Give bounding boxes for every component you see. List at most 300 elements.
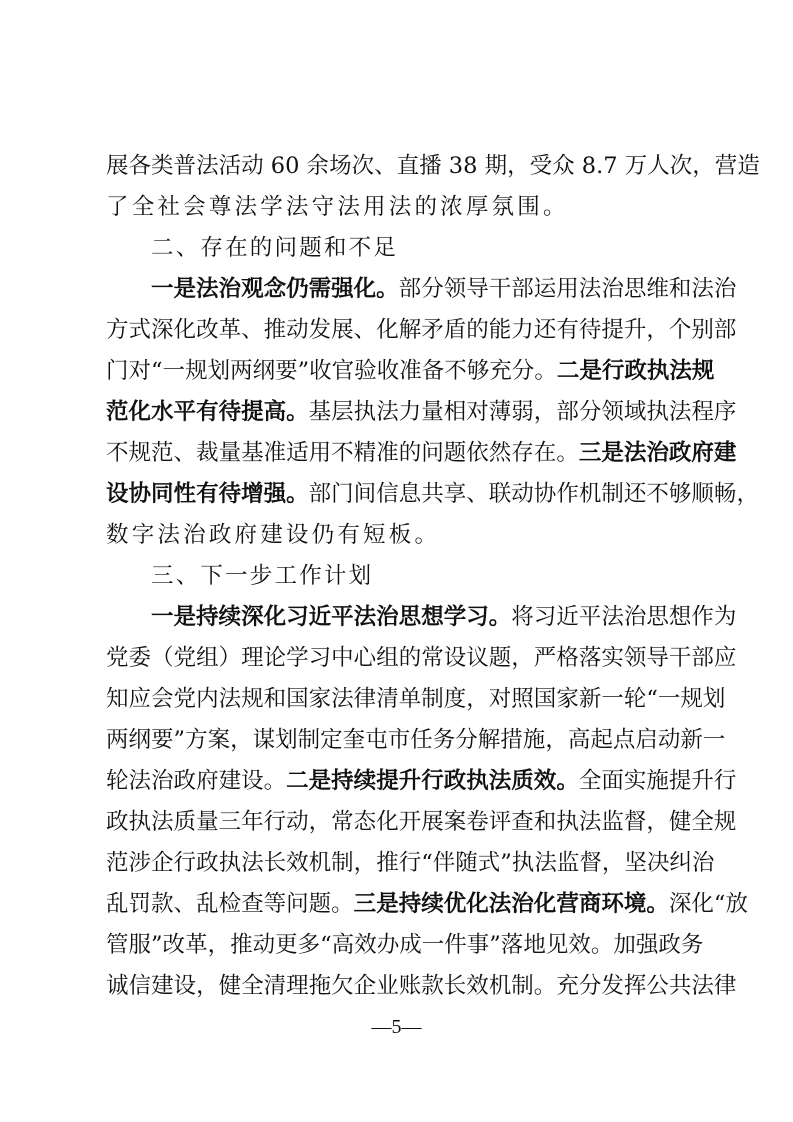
text-char: 有 [556,317,579,343]
text-char: 精 [353,440,377,466]
text-char: 矛 [421,317,444,343]
bold-phrase-char: 行 [601,358,625,384]
text-char: 政 [196,850,219,876]
text-char: 健 [668,809,692,835]
bold-phrase-char: 执 [466,768,489,794]
text-char: 制 [511,973,534,999]
text-char: 定 [320,727,343,753]
text-char: 裁 [196,440,219,466]
text-char: 程 [691,399,714,425]
bold-phrase-char: 治 [218,276,242,302]
bold-phrase-char: 化 [353,276,377,302]
text-char: 制 [297,727,321,753]
text-char: 领 [601,399,624,425]
text-char: 点 [612,727,636,753]
text-char: 件 [444,932,467,958]
bold-phrase-char: 二 [556,358,580,384]
text-char: 案 [443,809,467,835]
text-char: 人 [647,153,670,179]
text-char: 设 [173,973,197,999]
text-char: 围 [517,194,540,220]
text-line [106,187,690,228]
text-char: 施 [646,768,669,794]
text-char: 务 [432,727,456,753]
text-char: 方 [106,317,129,343]
bold-phrase-char: 平 [331,604,354,630]
text-char: 充 [556,973,579,999]
bold-phrase-char: 是 [601,440,624,466]
text-char: 相 [443,399,467,425]
text-char: 深 [668,891,692,917]
text-char: 机 [578,481,602,507]
bold-phrase-char: 水 [151,399,174,425]
text-char: 强 [635,932,659,958]
text-char: 高 [331,932,355,958]
bold-phrase-char: 念 [263,276,287,302]
text-char: “ [151,358,163,384]
text-char: 作 [556,481,579,507]
text-char: 效 [354,932,377,958]
text-char: 社 [157,194,180,220]
bold-phrase-char: 协 [128,481,152,507]
text-char: 作 [691,604,714,630]
text-char: 两 [106,727,129,753]
text-char: 全 [691,809,714,835]
text-char: 清 [376,686,399,712]
text-char: 一 [601,686,624,712]
text-char: 提 [668,768,692,794]
text-char: 挥 [623,973,647,999]
text-char: 还 [533,317,557,343]
text-line [106,146,760,187]
text-char: 问 [421,440,444,466]
text-char: 对 [488,686,512,712]
text-char: 。 [556,440,579,466]
text-char: 组 [376,645,399,671]
text-line [106,720,726,761]
text-char: 期 [484,153,508,179]
bold-phrase-char: 。 [286,399,309,425]
text-char: 间 [353,481,377,507]
text-char: 共 [421,481,444,507]
bold-phrase-char: 化 [128,399,152,425]
text-char: 共 [668,973,692,999]
text-char: 治 [183,522,206,548]
text-char: 门 [331,481,354,507]
text-char: 业 [376,973,399,999]
text-char: 领 [443,276,467,302]
text-char: 评 [488,809,512,835]
text-char: 盾 [443,317,467,343]
text-char: 题 [488,645,512,671]
text-char: 党 [173,645,197,671]
bold-phrase-char: 提 [241,399,264,425]
text-char: 纠 [669,850,692,876]
text-char: 督 [623,809,647,835]
bold-phrase-char: 续 [421,891,444,917]
text-char: 部 [556,399,579,425]
bold-phrase-char: 。 [286,481,309,507]
text-char: 理 [286,973,309,999]
text-char: ， [692,153,715,179]
text-char: 效 [286,850,309,876]
text-char: 机 [308,850,332,876]
text-char: 应 [713,645,737,671]
text-char: 政 [658,932,681,958]
text-char: 学 [260,194,283,220]
text-char: 法 [337,194,360,220]
text-char: 法 [218,686,242,712]
text-char: 常 [421,645,444,671]
text-char: 法 [578,809,602,835]
text-char: 内 [196,686,219,712]
text-char: 应 [128,686,152,712]
text-char: 落 [500,932,524,958]
text-char: 监 [556,850,580,876]
text-char: 余 [306,153,330,179]
text-char: 等 [263,891,287,917]
text-char: 纲 [128,727,152,753]
text-char: ， [196,973,219,999]
text-char: 制 [421,686,444,712]
text-char: 法 [691,276,714,302]
text-char: 规 [241,686,264,712]
text-char: 坚 [624,850,647,876]
text-char: 全 [131,194,155,220]
text-char: 乱 [106,891,129,917]
text-char: 改 [196,317,219,343]
text-char: 知 [106,686,129,712]
text-char: 然 [488,440,512,466]
text-char: 执 [511,850,535,876]
bold-phrase-char: 是 [579,358,602,384]
text-char: 习 [308,645,332,671]
text-char: 行 [173,850,197,876]
text-char: 准 [376,440,399,466]
text-char: 基 [241,440,264,466]
bold-phrase-char: 范 [106,399,129,425]
text-line [106,925,704,966]
text-char: 党 [106,645,129,671]
text-char: 组 [196,645,219,671]
text-char: 部 [713,317,737,343]
text-char: ， [646,317,669,343]
bold-phrase-char: 质 [511,768,534,794]
text-char: 法 [578,276,602,302]
text-char: 措 [500,727,523,753]
text-char: 心 [353,645,377,671]
text-char: 动 [241,153,264,179]
text-char: 划 [702,686,726,712]
text-char: 要 [275,358,298,384]
text-char: 不 [331,440,354,466]
text-char: 执 [646,399,669,425]
text-char: 息 [398,481,422,507]
text-char: 伴 [432,850,456,876]
text-char: 。 [263,768,287,794]
text-char: 信 [376,481,399,507]
text-char: 中 [331,645,354,671]
text-char: 依 [466,440,489,466]
text-char: 法 [376,399,399,425]
text-char: 万 [624,153,648,179]
text-char: 在 [533,440,557,466]
text-char: 想 [668,604,692,630]
bold-phrase-char: 是 [376,891,399,917]
text-char: 谋 [252,727,276,753]
bold-phrase-char: 法 [353,604,377,630]
bold-phrase-char: 。 [376,276,399,302]
text-char: 薄 [488,399,512,425]
text-char: 市 [387,727,411,753]
text-char: 随 [455,850,478,876]
bold-phrase-char: 有 [196,399,219,425]
text-char: 展 [421,809,444,835]
text-line [106,433,737,474]
text-char: 厚 [465,194,489,220]
bold-phrase-char: 续 [353,768,377,794]
text-char: 理 [241,645,264,671]
text-char: 划 [275,727,298,753]
bold-phrase-char: 一 [151,604,174,630]
text-char: 发 [601,973,624,999]
text-char: 推 [376,850,399,876]
text-char: 展 [331,317,354,343]
text-char: 执 [218,850,242,876]
bold-phrase-char: 。 [556,768,579,794]
text-char: 场 [329,153,352,179]
text-char: 干 [488,276,512,302]
text-char: 事 [466,932,490,958]
text-char: 。 [331,891,354,917]
text-char: 干 [668,645,692,671]
text-char: 法 [196,153,219,179]
text-char: 监 [601,809,624,835]
text-char: 维 [646,276,669,302]
bold-phrase-char: 一 [151,276,174,302]
bold-phrase-char: 法 [196,276,219,302]
bold-phrase-char: 持 [398,891,422,917]
text-char: ， [466,686,489,712]
text-char: 短 [363,522,386,548]
text-char: 展 [106,153,129,179]
text-char: 治 [691,850,715,876]
text-char: 更 [275,932,298,958]
text-char: 加 [613,932,636,958]
text-char: 查 [511,809,534,835]
text-char: 畅 [713,481,737,507]
bold-phrase-char: 想 [421,604,444,630]
text-char: 制 [331,850,354,876]
bold-phrase-char: 学 [443,604,467,630]
text-char: 量 [421,399,444,425]
text-char: 家 [308,686,332,712]
text-char: 动 [511,481,534,507]
text-char: 建 [218,768,242,794]
text-char: 次 [351,153,375,179]
text-char: 。 [414,522,437,548]
text-char: 地 [523,932,546,958]
text-char: 机 [488,973,512,999]
text-char: 轮 [623,686,647,712]
text-line [106,638,737,679]
text-char: 导 [466,276,489,302]
text-char: “ [713,891,726,917]
text-char: 将 [511,604,534,630]
text-char: 治 [713,276,737,302]
text-char: 个 [668,317,692,343]
bold-phrase-char: 习 [466,604,489,630]
text-char: 见 [545,932,569,958]
text-char: 制 [601,481,624,507]
text-char: 治 [151,768,174,794]
bold-phrase-char: 治 [376,604,399,630]
bold-phrase-char: 仍 [286,276,309,302]
text-char: 的 [466,317,489,343]
text-char: “ [320,932,332,958]
text-char: 门 [106,358,129,384]
text-char: 升 [691,768,714,794]
text-char: 纲 [252,358,276,384]
text-char: 督 [579,850,602,876]
text-char: 法 [331,686,354,712]
text-line [106,761,737,802]
text-char: ， [507,153,530,179]
bold-phrase-char: 法 [669,358,692,384]
text-char: ， [207,932,231,958]
text-char: 法 [668,399,692,425]
text-char: 建 [260,522,283,548]
bold-phrase-char: 。 [488,604,512,630]
text-char: 的 [398,645,422,671]
text-char: 发 [308,317,332,343]
bold-phrase-char: 升 [398,768,422,794]
text-char: ” [500,850,512,876]
text-char: 了 [106,194,129,220]
text-char: 论 [263,645,287,671]
text-char: ” [489,932,501,958]
text-char: 。 [534,358,557,384]
text-char: 行 [713,768,737,794]
text-char: 60 [263,153,307,179]
bold-phrase-char: 近 [308,604,332,630]
bold-phrase-char: 需 [308,276,332,302]
text-char: 家 [556,686,579,712]
text-char: 量 [218,440,242,466]
text-char: 诚 [106,973,129,999]
text-char: 、 [173,440,197,466]
bold-phrase-char: 建 [713,440,737,466]
text-char: 动 [286,809,309,835]
text-line [106,679,726,720]
bold-phrase-char: 境 [623,891,647,917]
document-body [106,146,760,1007]
text-char: 准 [399,358,422,384]
text-char: 全 [578,768,602,794]
text-char: 部 [398,276,422,302]
text-line [106,269,737,310]
text-char: 高 [567,727,591,753]
text-char: 党 [173,686,197,712]
text-char: 、 [466,481,489,507]
text-char: 营 [714,153,738,179]
bold-phrase-char: 营 [556,891,579,917]
text-char: 层 [331,399,354,425]
text-char: 造 [737,153,760,179]
text-char: 效 [466,973,489,999]
bold-phrase-char: 规 [691,358,715,384]
text-char: 联 [488,481,512,507]
bold-phrase-char: 。 [646,891,669,917]
text-char: 化 [173,317,197,343]
text-char: 度 [443,686,467,712]
text-char: 能 [488,317,512,343]
text-char: 治 [601,276,624,302]
bold-phrase-char: 有 [196,481,219,507]
bold-phrase-char: 习 [286,604,309,630]
text-char: 法 [691,973,714,999]
text-char: 效 [568,932,591,958]
text-char: 办 [376,932,400,958]
text-char: 用 [556,276,579,302]
text-char: 范 [106,850,129,876]
text-char: 服 [128,932,152,958]
intro-paragraph [106,146,760,228]
text-char: 设 [443,645,467,671]
text-char: 力 [511,317,534,343]
text-char: 运 [533,276,557,302]
text-char: 验 [354,358,377,384]
text-char: （ [151,645,174,671]
text-char: 领 [623,645,647,671]
bold-phrase-char: 化 [466,891,489,917]
text-char: 年 [241,809,264,835]
text-char: 动 [252,932,276,958]
bold-phrase-char: 政 [624,358,647,384]
bold-phrase-char: 法 [488,768,512,794]
text-char: 范 [151,440,174,466]
text-line [106,802,737,843]
text-char: 规 [128,440,152,466]
text-char: ， [646,809,669,835]
text-char: 化 [376,809,399,835]
text-char: 全 [241,973,264,999]
text-char: 、 [173,891,197,917]
text-char: 革 [185,932,208,958]
text-char: 规 [680,686,703,712]
text-char: 分 [421,276,444,302]
text-char: 开 [398,809,422,835]
text-char: 顺 [691,481,714,507]
text-char: 普 [173,153,197,179]
text-char: 治 [623,604,647,630]
bold-phrase-char: 效 [533,768,557,794]
bold-phrase-char: 强 [331,276,354,302]
bold-phrase-char: 法 [488,891,512,917]
text-char: 序 [713,399,737,425]
text-char: 思 [646,604,669,630]
bold-phrase-char: 二 [286,768,309,794]
text-line [106,597,737,638]
problems-paragraph [106,269,759,556]
bold-phrase-char: 环 [601,891,624,917]
text-char: 享 [443,481,467,507]
text-char: ， [736,481,759,507]
text-char: 信 [128,973,152,999]
text-char: 议 [466,645,489,671]
text-char: 法 [128,768,152,794]
text-char: 务 [680,932,704,958]
